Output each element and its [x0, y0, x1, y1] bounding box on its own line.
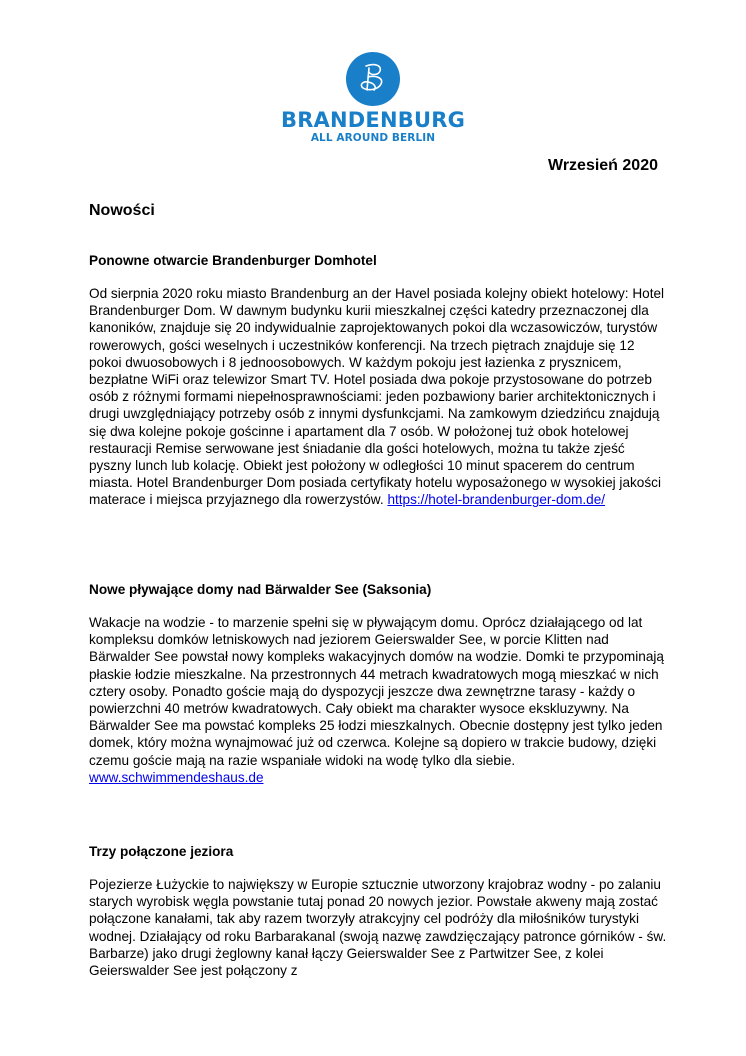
brand-logo: [0, 52, 746, 145]
article-heading: Nowe pływające domy nad Bärwalder See (Saksonia): [89, 582, 432, 597]
article-body: Wakacje na wodzie - to marzenie spełni się w pływającym domu. Oprócz działającego od lat kompleksu domków letniskowych nad jeziorem Geierswalder See, w porcie Klitten nad Bärwalder See powstał nowy kompleks wakacyjnych domów na wodzie. Domki te przypominają płaskie łodzie mieszkalne. Na przestronnych 44 metrach kwadratowych mogą mieszkać w nich cztery osoby. Ponadto goście mają do dyspozycji jeszcze dwa zewnętrzne tarasy - każdy o powierzchni 40 metrów kwadratowych. Cały obiekt ma charakter wysoce ekskluzywny. Na Bärwalder See ma powstać kompleks 25 łodzi mieszkalnych. Obecnie dostępny jest tylko jeden domek, który można wynajmować już od czerwca. Kolejne są dopiero w trakcie budowy, dzięki czemu goście mają na razie wspaniałe widoki na wodę tylko dla siebie. www.schwimmendeshaus.de: [89, 615, 664, 785]
article-body: Od sierpnia 2020 roku miasto Brandenburg an der Havel posiada kolejny obiekt hotelowy: Hotel Brandenburger Dom. W dawnym budynku kurii mieszkalnej części katedry przeznaczonej dla kanoników, znajduje się 20 indywidualnie zaprojektowanych pokoi dla wczasowiczów, turystów rowerowych, gości weselnych i uczestników konferencji. Na trzech piętrach znajduje się 12 pokoi dwuosobowych i 8 jednoosobowych. W każdym pokoju jest łazienka z prysznicem, bezpłatne WiFi oraz telewizor Smart TV. Hotel posiada dwa pokoje przystosowane do potrzeb osób z różnymi formami niepełnosprawnościami: jeden pozbawiony barier architektonicznych i drugi uwzględniający potrzeby osób z innymi dysfunkcjami. Na zamkowym dziedzińcu znajdują się dwa kolejne pokoje gościnne i apartament dla 7 osób. W położonej tuż obok hotelowej restauracji Remise serwowane jest śniadanie dla gości hotelowych, można tu także zjeść pyszny lunch lub kolację. Obiekt jest położony w odległości 10 minut spacerem do centrum miasta. Hotel Brandenburger Dom posiada certyfikaty hotelu wyposażonego w wysokiej jakości materace i miejsca przyjaznego dla rowerzystów. https://hotel-brandenburger-dom.de/: [89, 286, 665, 508]
brand-tagline: ALL AROUND BERLIN: [310, 132, 436, 144]
section-title: Nowości: [89, 202, 155, 219]
article-1: [89, 252, 669, 509]
floating-house-website-link[interactable]: www.schwimmendeshaus.de: [89, 769, 264, 785]
article-heading: Trzy połączone jeziora: [89, 844, 234, 859]
article-3: [89, 843, 669, 979]
brand-name: BRANDENBURG: [280, 108, 466, 132]
article-2: [89, 581, 669, 786]
issue-date: Wrzesień 2020: [548, 157, 658, 174]
hotel-website-link[interactable]: https://hotel-brandenburger-dom.de/: [387, 492, 606, 508]
brandenburg-b-logo-icon: [346, 52, 400, 106]
article-heading: Ponowne otwarcie Brandenburger Domhotel: [89, 253, 377, 268]
article-body: Pojezierze Łużyckie to największy w Europie sztucznie utworzony krajobraz wodny - po zalaniu starych wyrobisk węgla powstanie tutaj ponad 20 nowych jezior. Powstałe akweny mają zostać połączone kanałami, tak aby razem tworzyły atrakcyjny cel podróży dla miłośników turystyki wodnej. Działający od roku Barbarakanal (swoją nazwę zawdzięczający patronce górników - św. Barbarze) jako drugi żeglowny kanał łączy Geierswalder See z Partwitzer See, z kolei Geierswalder See jest połączony z: [89, 877, 667, 979]
